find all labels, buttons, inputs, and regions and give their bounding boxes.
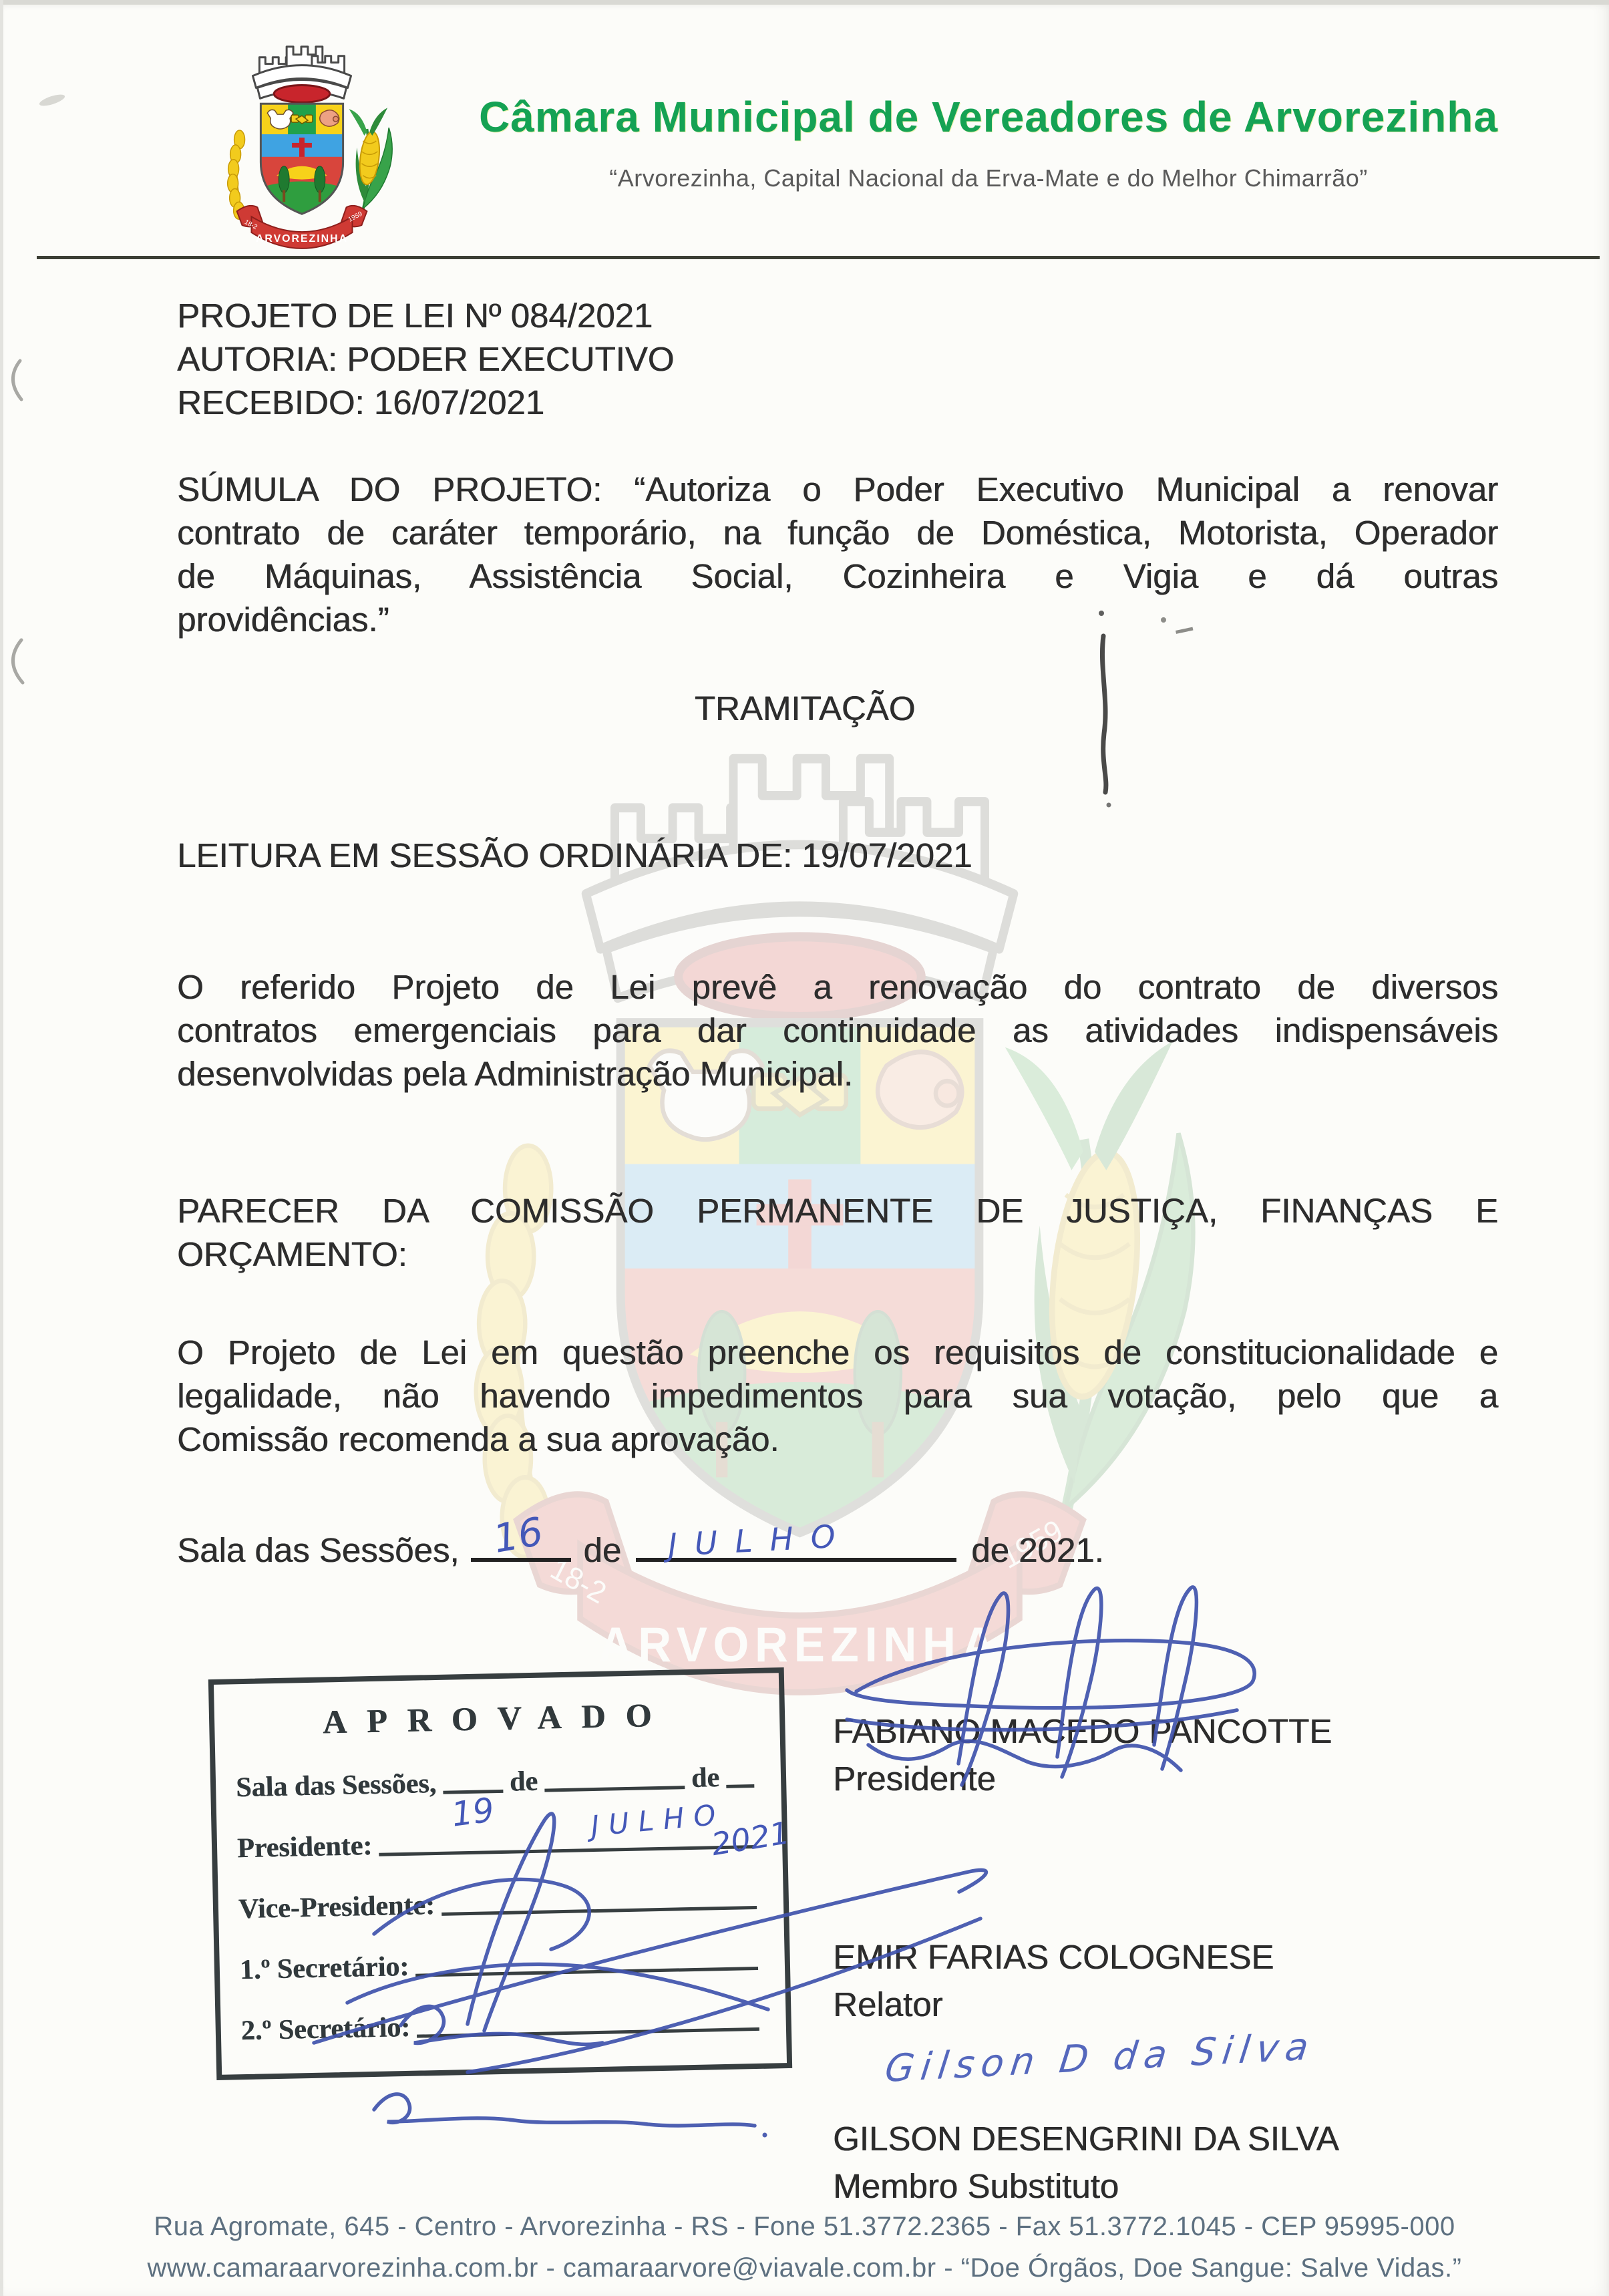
sala-sessoes-row [177, 1508, 1498, 1572]
text-line: SÚMULA DO PROJETO: “Autoriza o Poder Executivo Municipal a renovar [177, 470, 1498, 508]
footer-address-line: Rua Agromate, 645 - Centro - Arvorezinha - RS - Fone 51.3772.2365 - Fax 51.3772.1045 - CEP 95995-000 [154, 2212, 1455, 2241]
author-line: AUTORIA: PODER EXECUTIVO [177, 340, 675, 378]
substitute-signature-block [833, 2119, 1568, 2206]
page-subtitle: “Arvorezinha, Capital Nacional da Erva-Mate e do Melhor Chimarrão” [609, 164, 1368, 192]
stamp-president-line [379, 1838, 755, 1856]
stamp-handwritten-month: JULHO [589, 1798, 727, 1843]
president-signature-block [833, 1711, 1568, 1798]
received-line: RECEBIDO: 16/07/2021 [177, 383, 544, 422]
sumula-paragraph [177, 468, 1498, 641]
president-name: FABIANO MACEDO PANCOTTE [833, 1712, 1332, 1750]
relator-name: EMIR FARIAS COLOGNESE [833, 1938, 1274, 1976]
stamp-first-secretary-row [239, 1943, 765, 1986]
text-line: desenvolvidas pela Administração Municipal. [177, 1055, 854, 1093]
stamp-year-line [726, 1778, 754, 1788]
stamp-handwritten-year: 2021 [709, 1814, 792, 1863]
stamp-vice-president-line [441, 1899, 757, 1916]
day-blank-line [471, 1508, 571, 1562]
stamp-second-secretary-row [240, 2004, 766, 2047]
project-number-line: PROJETO DE LEI Nº 084/2021 [177, 297, 653, 335]
referido-paragraph [177, 965, 1498, 1096]
questao-paragraph [177, 1331, 1498, 1461]
substitute-name: GILSON DESENGRINI DA SILVA [833, 2120, 1339, 2158]
text-line: ORÇAMENTO: [177, 1235, 407, 1273]
handwritten-day: 16 [490, 1508, 547, 1562]
text-line: contrato de caráter temporário, na função de Doméstica, Motorista, Operador [177, 514, 1498, 552]
leitura-line: LEITURA EM SESSÃO ORDINÁRIA DE: 19/07/2021 [177, 836, 972, 874]
month-blank-line [636, 1517, 956, 1565]
handwritten-month: JULHO [667, 1517, 854, 1565]
project-header-block [177, 294, 1498, 424]
stamp-month-line [544, 1779, 685, 1792]
footer [0, 2206, 1609, 2289]
footer-contact-line: www.camaraarvorezinha.com.br - camaraarvore@viavale.com.br - “Doe Órgãos, Doe Sangue: Salve Vidas.” [147, 2253, 1462, 2283]
stamp-sala-row [236, 1761, 761, 1804]
text-line: O referido Projeto de Lei prevê a renovação do contrato de diversos [177, 968, 1498, 1006]
stamp-vice-president-label: Vice-Presidente: [238, 1890, 435, 1925]
relator-role: Relator [833, 1985, 943, 2023]
president-role: Presidente [833, 1760, 996, 1798]
text-line: Comissão recomenda a sua aprovação. [177, 1420, 779, 1458]
text-line: legalidade, não havendo impedimentos para sua votação, pelo que a [177, 1377, 1498, 1415]
stamp-de1: de [509, 1766, 538, 1798]
tramitacao-heading: TRAMITAÇÃO [694, 689, 916, 727]
coat-of-arms-logo [196, 15, 408, 254]
stamp-second-secretary-line [417, 2021, 759, 2038]
stamp-second-secretary-label: 2.º Secretário: [240, 2011, 411, 2047]
text-line: providências.” [177, 601, 389, 639]
page-title: Câmara Municipal de Vereadores de Arvorezinha [479, 93, 1498, 141]
substitute-role: Membro Substituto [833, 2167, 1119, 2205]
stamp-de2: de [691, 1762, 720, 1794]
header-divider [37, 256, 1600, 259]
stamp-sala-label: Sala das Sessões, [235, 1768, 437, 1804]
text-line: O Projeto de Lei em questão preenche os requisitos de constitucionalidade e [177, 1333, 1498, 1371]
stamp-first-secretary-label: 1.º Secretário: [239, 1951, 409, 1986]
sala-suffix: de 2021. [971, 1531, 1104, 1569]
aprovado-stamp [208, 1667, 792, 2080]
text-line: contratos emergenciais para dar continuidade as atividades indispensáveis [177, 1011, 1498, 1049]
stamp-title: APROVADO [322, 1695, 672, 1741]
substitute-handwritten-signature: Gilson D da Silva [882, 2024, 1318, 2092]
relator-signature-block [833, 1937, 1568, 2024]
stamp-vice-president-row [238, 1882, 764, 1925]
sala-prefix: Sala das Sessões, [177, 1531, 460, 1569]
stamp-first-secretary-line [415, 1960, 758, 1977]
text-line: PARECER DA COMISSÃO PERMANENTE DE JUSTIÇA, FINANÇAS E [177, 1192, 1498, 1230]
text-line: de Máquinas, Assistência Social, Cozinheira e Vigia e dá outras [177, 557, 1498, 595]
parecer-heading-paragraph [177, 1189, 1498, 1276]
stamp-president-label: Presidente: [236, 1830, 373, 1864]
sala-mid: de [583, 1531, 622, 1569]
stamp-handwritten-day: 19 [449, 1790, 497, 1834]
